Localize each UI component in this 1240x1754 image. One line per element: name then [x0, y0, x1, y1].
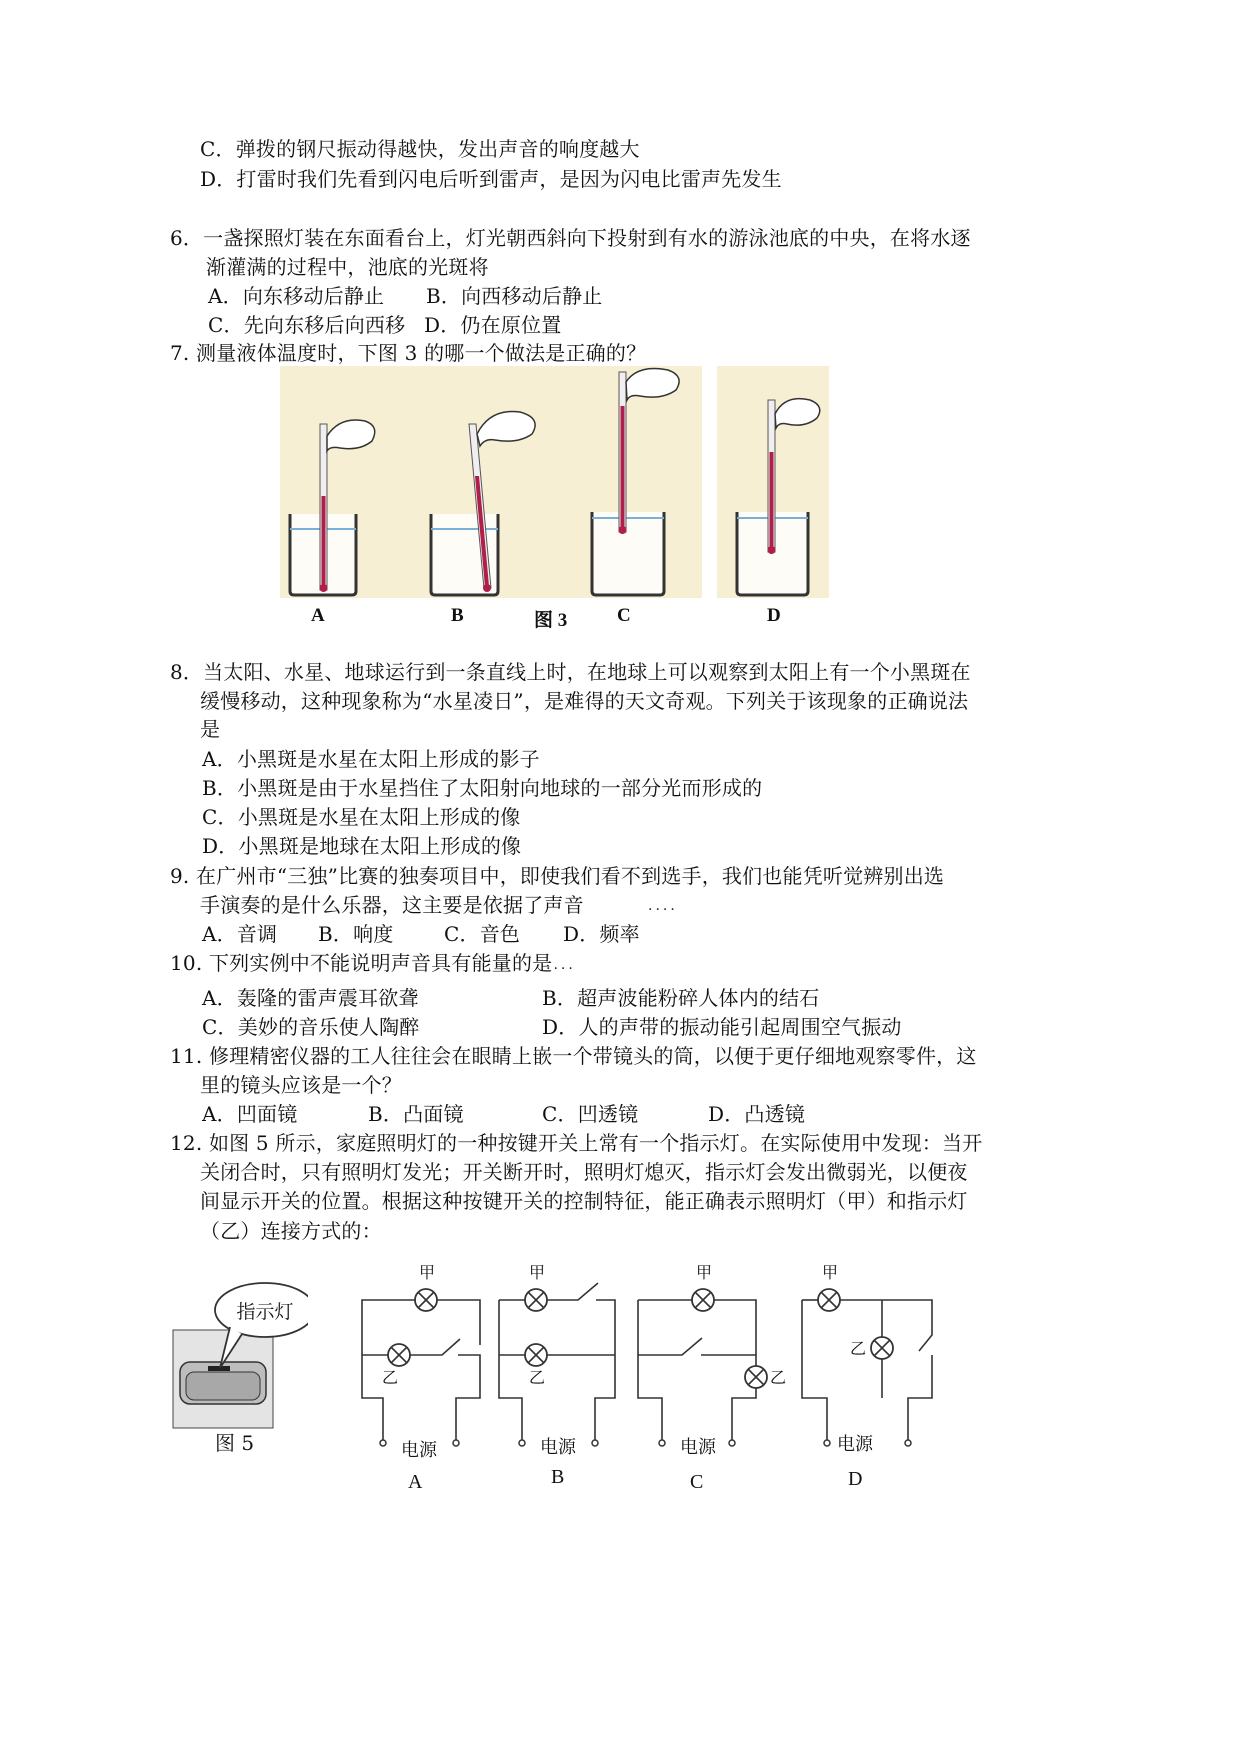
circuit-label-d: D — [848, 1468, 863, 1490]
q8-option-a: A．小黑斑是水星在太阳上形成的影子 — [202, 747, 540, 771]
q9-stem-line2: 手演奏的是什么乐器，这主要是依据了声音 — [200, 893, 584, 917]
q11-option-c: C．凹透镜 — [542, 1102, 639, 1126]
figure-3-thermometers — [280, 366, 840, 601]
lamp-jia-b — [525, 1289, 547, 1311]
terminal — [380, 1440, 386, 1446]
terminal — [519, 1440, 525, 1446]
label-yi-b: 乙 — [529, 1368, 546, 1387]
q12-stem-line3: 间显示开关的位置。根据这种按键开关的控制特征，能正确表示照明灯（甲）和指示灯 — [200, 1189, 968, 1213]
lamp-yi-b — [525, 1344, 547, 1366]
q11-option-a: A．凹面镜 — [202, 1102, 298, 1126]
circuit-a — [362, 1300, 480, 1440]
circuit-b — [499, 1283, 615, 1440]
q9-option-b: B．响度 — [318, 922, 394, 946]
q6-option-d: D．仍在原位置 — [424, 313, 562, 337]
q10-option-b: B．超声波能粉碎人体内的结石 — [542, 986, 820, 1010]
q6-option-b: B．向西移动后静止 — [426, 284, 603, 308]
q10-option-d: D．人的声带的振动能引起周围空气振动 — [542, 1015, 902, 1039]
lamp-yi-c — [745, 1366, 767, 1388]
terminal — [905, 1440, 911, 1446]
terminal — [824, 1440, 830, 1446]
lamp-jia-a — [415, 1289, 437, 1311]
bubble-text: 指示灯 — [236, 1301, 294, 1323]
q9-option-a: A．音调 — [202, 922, 278, 946]
q6-option-c: C．先向东移后向西移 — [208, 313, 406, 337]
q9-option-d: D．频率 — [563, 922, 640, 946]
fig3-label-c: C — [617, 605, 631, 626]
terminal — [659, 1440, 665, 1446]
fig3-label-a: A — [311, 605, 325, 626]
emphasis-dots: .... — [648, 898, 678, 914]
q6-stem-line1: 6．一盏探照灯装在东面看台上，灯光朝西斜向下投射到有水的游泳池底的中央，在将水逐 — [170, 226, 971, 250]
circuit-c — [638, 1300, 756, 1440]
circuit-diagrams — [350, 1255, 950, 1485]
q10-option-a: A．轰隆的雷声震耳欲聋 — [202, 986, 419, 1010]
q12-stem-line4: （乙）连接方式的： — [200, 1219, 382, 1243]
label-power-b: 电源 — [540, 1437, 576, 1458]
circuit-label-b: B — [551, 1466, 565, 1488]
q12-stem-line2: 关闭合时，只有照明灯发光；开关断开时，照明灯熄灭，指示灯会发出微弱光，以便夜 — [200, 1160, 968, 1184]
q9-stem-line1: 9. 在广州市“三独”比赛的独奏项目中，即使我们看不到选手，我们也能凭听觉辨别出选 — [170, 864, 945, 888]
terminal — [592, 1440, 598, 1446]
lamp-yi-a — [388, 1344, 410, 1366]
label-jia-b: 甲 — [529, 1263, 546, 1282]
q8-stem-line2: 缓慢移动，这种现象称为“水星凌日”，是难得的天文奇观。下列关于该现象的正确说法 — [200, 689, 969, 713]
q8-stem-line1: 8．当太阳、水星、地球运行到一条直线上时，在地球上可以观察到太阳上有一个小黑斑在 — [170, 660, 971, 684]
label-power-d: 电源 — [837, 1434, 873, 1455]
q8-option-b: B．小黑斑是由于水星挡住了太阳射向地球的一部分光而形成的 — [202, 776, 763, 800]
q6-stem-line2: 渐灌满的过程中，池底的光斑将 — [206, 255, 489, 279]
q8-option-d: D．小黑斑是地球在太阳上形成的像 — [202, 834, 522, 858]
q8-option-c: C．小黑斑是水星在太阳上形成的像 — [202, 805, 521, 829]
q5-option-d: D．打雷时我们先看到闪电后听到雷声，是因为闪电比雷声先发生 — [200, 167, 782, 191]
q5-option-c: C．弹拨的钢尺振动得越快，发出声音的响度越大 — [200, 137, 640, 161]
q10-stem: 10. 下列实例中不能说明声音具有能量的是 — [170, 951, 553, 975]
label-yi-c: 乙 — [770, 1368, 787, 1387]
label-power-c: 电源 — [680, 1437, 716, 1458]
q11-option-d: D．凸透镜 — [708, 1102, 806, 1126]
q10-option-c: C．美妙的音乐使人陶醉 — [202, 1015, 420, 1039]
q11-option-b: B．凸面镜 — [368, 1102, 464, 1126]
q11-stem-line1: 11. 修理精密仪器的工人往往会在眼睛上嵌一个带镜头的筒，以便于更仔细地观察零件，这 — [170, 1044, 977, 1068]
circuit-label-c: C — [690, 1471, 704, 1493]
q8-stem-line3: 是 — [200, 717, 221, 741]
circuit-label-a: A — [408, 1471, 423, 1493]
terminal — [729, 1440, 735, 1446]
label-jia-a: 甲 — [419, 1263, 436, 1282]
label-yi-a: 乙 — [382, 1368, 399, 1387]
fig3-caption: 图 3 — [534, 610, 568, 631]
lamp-jia-c — [692, 1289, 714, 1311]
lamp-jia-d — [818, 1289, 840, 1311]
q9-option-c: C．音色 — [444, 922, 521, 946]
label-power-a: 电源 — [401, 1440, 437, 1461]
label-jia-c: 甲 — [696, 1263, 713, 1282]
fig5-caption: 图 5 — [215, 1431, 255, 1455]
fig3-label-d: D — [767, 605, 781, 626]
q7-stem: 7. 测量液体温度时，下图 3 的哪一个做法是正确的？ — [170, 341, 647, 365]
emphasis-dots: .... — [546, 957, 576, 973]
q12-stem-line1: 12. 如图 5 所示，家庭照明灯的一种按键开关上常有一个指示灯。在实际使用中发现：当开 — [170, 1131, 983, 1155]
q11-stem-line2: 里的镜头应该是一个？ — [200, 1073, 402, 1097]
fig3-label-b: B — [451, 605, 464, 626]
terminal — [453, 1440, 459, 1446]
label-jia-d: 甲 — [822, 1263, 839, 1282]
lamp-yi-d — [871, 1337, 893, 1359]
circuit-d — [802, 1300, 932, 1440]
label-yi-d: 乙 — [850, 1339, 867, 1358]
q6-option-a: A．向东移动后静止 — [208, 284, 385, 308]
